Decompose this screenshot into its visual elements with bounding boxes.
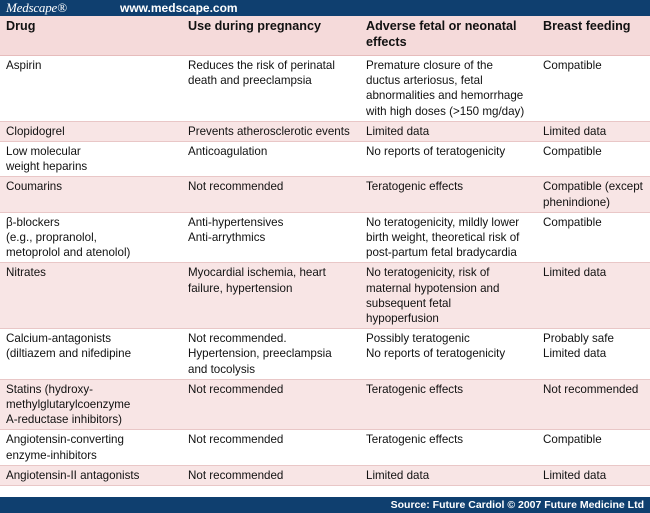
table-frame — [0, 16, 650, 497]
cell-text-line: (e.g., propranolol, — [6, 231, 97, 245]
cell-adverse-effects — [360, 263, 537, 329]
cell-text-line: ductus arteriosus, fetal — [366, 74, 483, 88]
cell-text-line: Clopidogrel — [6, 124, 65, 138]
cell-text-line: Statins (hydroxy- — [6, 382, 93, 396]
cell-text-line: weight heparins — [6, 160, 88, 174]
table-row — [0, 430, 650, 465]
cell-text-line: Not recommended — [188, 382, 284, 396]
cell-use-during-pregnancy — [182, 142, 360, 177]
cell-use-during-pregnancy — [182, 465, 360, 485]
cell-text-line: Limited data — [366, 468, 430, 482]
cell-use-during-pregnancy — [182, 177, 360, 212]
cell-drug — [0, 379, 182, 430]
table-row — [0, 465, 650, 485]
cell-text-line: Possibly teratogenic — [366, 332, 470, 346]
cell-drug — [0, 142, 182, 177]
cell-text-line: methylglutarylcoenzyme — [6, 398, 131, 412]
cell-text-line: No reports of teratogenicity — [366, 145, 506, 159]
cell-drug — [0, 329, 182, 380]
cell-text-line: Limited data — [366, 124, 430, 138]
cell-use-during-pregnancy — [182, 56, 360, 122]
cell-text-line: Angiotensin-converting — [6, 433, 124, 447]
cell-adverse-effects — [360, 329, 537, 380]
cell-text-line: Coumarins — [6, 180, 63, 194]
cell-text-line: Aspirin — [6, 59, 42, 72]
cell-text-line: Not recommended — [543, 382, 639, 396]
cell-breast-feeding — [537, 263, 650, 329]
table-row — [0, 142, 650, 177]
cell-drug — [0, 121, 182, 141]
cell-text-line: Premature closure of the — [366, 59, 493, 72]
cell-text-line: Nitrates — [6, 266, 46, 280]
header-bar — [0, 0, 650, 16]
cell-breast-feeding — [537, 329, 650, 380]
cell-text-line: Compatible — [543, 59, 602, 72]
cell-text-line: subsequent fetal — [366, 296, 452, 310]
cell-text-line: post-partum fetal bradycardia — [366, 246, 517, 260]
cell-drug — [0, 263, 182, 329]
cell-text-line: Hypertension, preeclampsia — [188, 347, 332, 361]
cell-text-line: and tocolysis — [188, 362, 256, 376]
column-header-drug: Drug — [0, 16, 182, 56]
cell-use-during-pregnancy — [182, 121, 360, 141]
cell-adverse-effects — [360, 142, 537, 177]
drug-table — [0, 16, 650, 486]
cell-breast-feeding — [537, 142, 650, 177]
cell-breast-feeding — [537, 177, 650, 212]
column-header-breast-feeding: Breast feeding — [537, 16, 650, 56]
table-row — [0, 329, 650, 380]
footer-bar — [0, 497, 650, 513]
cell-text-line: A-reductase inhibitors) — [6, 413, 122, 427]
table-row — [0, 212, 650, 263]
table-header-row — [0, 16, 650, 56]
cell-text-line: metoprolol and atenolol) — [6, 246, 131, 260]
cell-text-line: Calcium-antagonists — [6, 332, 112, 346]
cell-text-line: Limited data — [543, 347, 607, 361]
cell-text-line: death and preeclampsia — [188, 74, 312, 88]
cell-use-during-pregnancy — [182, 212, 360, 263]
cell-text-line: Prevents atherosclerotic events — [188, 124, 350, 138]
cell-text-line: Not recommended — [188, 468, 284, 482]
cell-use-during-pregnancy — [182, 263, 360, 329]
cell-text-line: Limited data — [543, 468, 607, 482]
site-url[interactable]: www.medscape.com — [120, 1, 238, 15]
cell-use-during-pregnancy — [182, 329, 360, 380]
cell-text-line: No reports of teratogenicity — [366, 347, 506, 361]
cell-text-line: hypoperfusion — [366, 312, 439, 326]
cell-text-line: No teratogenicity, mildly lower — [366, 215, 520, 229]
cell-text-line: Anti-arrythmics — [188, 231, 266, 245]
cell-drug — [0, 177, 182, 212]
cell-breast-feeding — [537, 121, 650, 141]
cell-text-line: Myocardial ischemia, heart — [188, 266, 326, 280]
cell-text-line: Not recommended — [188, 433, 284, 447]
cell-adverse-effects — [360, 121, 537, 141]
cell-text-line: Compatible — [543, 145, 602, 159]
cell-text-line: Teratogenic effects — [366, 433, 464, 447]
cell-text-line: Limited data — [543, 124, 607, 138]
cell-adverse-effects — [360, 56, 537, 122]
cell-text-line: No teratogenicity, risk of — [366, 266, 490, 280]
cell-adverse-effects — [360, 430, 537, 465]
cell-drug — [0, 465, 182, 485]
cell-text-line: β-blockers — [6, 215, 60, 229]
cell-breast-feeding — [537, 430, 650, 465]
cell-text-line: abnormalities and hemorrhage — [366, 89, 524, 103]
cell-text-line: Compatible — [543, 433, 602, 447]
cell-text-line: failure, hypertension — [188, 281, 293, 295]
cell-use-during-pregnancy — [182, 379, 360, 430]
cell-text-line: Compatible (except — [543, 180, 643, 194]
cell-adverse-effects — [360, 465, 537, 485]
cell-text-line: Low molecular — [6, 145, 81, 159]
cell-text-line: Not recommended. — [188, 332, 287, 346]
cell-text-line: birth weight, theoretical risk of — [366, 231, 520, 245]
cell-use-during-pregnancy — [182, 430, 360, 465]
table-body — [0, 56, 650, 486]
cell-text-line: (diltiazem and nifedipine — [6, 347, 132, 361]
cell-breast-feeding — [537, 465, 650, 485]
cell-text-line: enzyme-inhibitors — [6, 448, 97, 462]
cell-breast-feeding — [537, 212, 650, 263]
cell-text-line: Limited data — [543, 266, 607, 280]
cell-adverse-effects — [360, 177, 537, 212]
table-row — [0, 263, 650, 329]
cell-text-line: Teratogenic effects — [366, 180, 464, 194]
cell-breast-feeding — [537, 379, 650, 430]
cell-drug — [0, 430, 182, 465]
column-header-use: Use during pregnancy — [182, 16, 360, 56]
table-row — [0, 379, 650, 430]
cell-adverse-effects — [360, 212, 537, 263]
cell-text-line: Reduces the risk of perinatal — [188, 59, 335, 72]
cell-text-line: phenindione) — [543, 195, 611, 209]
medscape-logo[interactable]: Medscape® — [6, 0, 67, 15]
cell-breast-feeding — [537, 56, 650, 122]
cell-text-line: Not recommended — [188, 180, 284, 194]
cell-text-line: Anti-hypertensives — [188, 215, 284, 229]
table-row — [0, 121, 650, 141]
column-header-effects: Adverse fetal or neonatal effects — [360, 16, 537, 56]
cell-text-line: Probably safe — [543, 332, 614, 346]
cell-text-line: maternal hypotension and — [366, 281, 500, 295]
cell-text-line: Anticoagulation — [188, 145, 268, 159]
cell-text-line: with high doses (>150 mg/day) — [366, 104, 525, 118]
table-row — [0, 56, 650, 122]
source-credit: Source: Future Cardiol © 2007 Future Medicine Ltd — [390, 499, 644, 511]
cell-text-line: Teratogenic effects — [366, 382, 464, 396]
cell-text-line: Angiotensin-II antagonists — [6, 468, 140, 482]
cell-drug — [0, 212, 182, 263]
cell-drug — [0, 56, 182, 122]
table-row — [0, 177, 650, 212]
cell-adverse-effects — [360, 379, 537, 430]
cell-text-line: Compatible — [543, 215, 602, 229]
